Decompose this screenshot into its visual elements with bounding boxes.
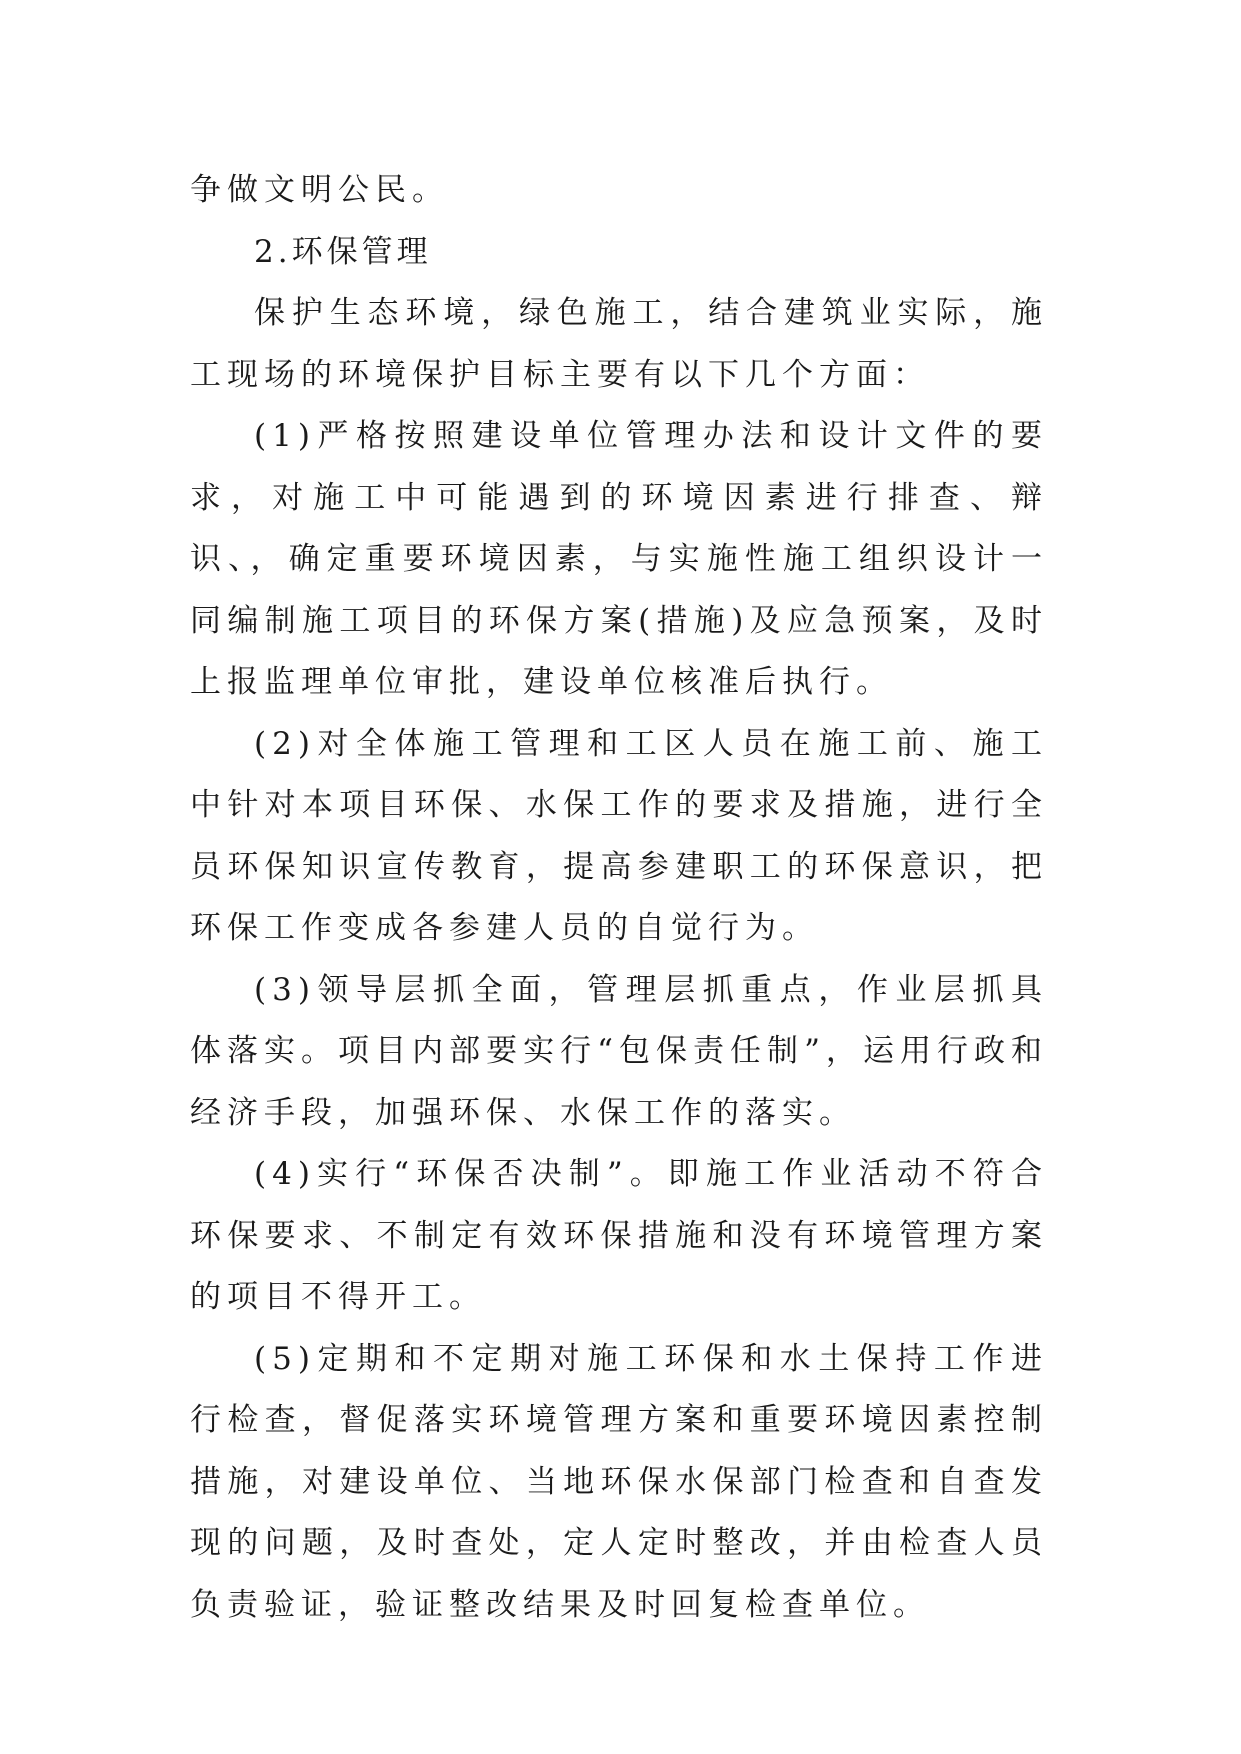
paragraph-intro: 保护生态环境，绿色施工，结合建筑业实际，施工现场的环境保护目标主要有以下几个方面： [190, 295, 1048, 393]
paragraph-item-2: (2)对全体施工管理和工区人员在施工前、施工中针对本项目环保、水保工作的要求及措施，进行全员环保知识宣传教育，提高参建职工的环保意识，把环保工作变成各参建人员的自觉行为。 [190, 725, 1048, 946]
paragraph-item-4: (4)实行“环保否决制”。即施工作业活动不符合环保要求、不制定有效环保措施和没有环境管理方案的项目不得开工。 [190, 1156, 1048, 1315]
section-heading: 2.环保管理 [254, 233, 432, 270]
paragraph-continuation: 争做文明公民。 [190, 172, 449, 208]
paragraph-item-3: (3)领导层抓全面，管理层抓重点，作业层抓具体落实。项目内部要实行“包保责任制”，运用行政和经济手段，加强环保、水保工作的落实。 [190, 971, 1048, 1131]
paragraph-item-5: (5)定期和不定期对施工环保和水土保持工作进行检查，督促落实环境管理方案和重要环境因素控制措施，对建设单位、当地环保水保部门检查和自查发现的问题，及时查处，定人定时整改，并由检查人员负责验证，验证整改结果及时回复检查单位。 [190, 1340, 1048, 1623]
document-body [190, 160, 1048, 1636]
paragraph-item-1: (1)严格按照建设单位管理办法和设计文件的要求，对施工中可能遇到的环境因素进行排查、辩识、，确定重要环境因素，与实施性施工组织设计一同编制施工项目的环保方案(措施)及应急预案，及时上报监理单位审批，建设单位核准后执行。 [190, 418, 1048, 700]
